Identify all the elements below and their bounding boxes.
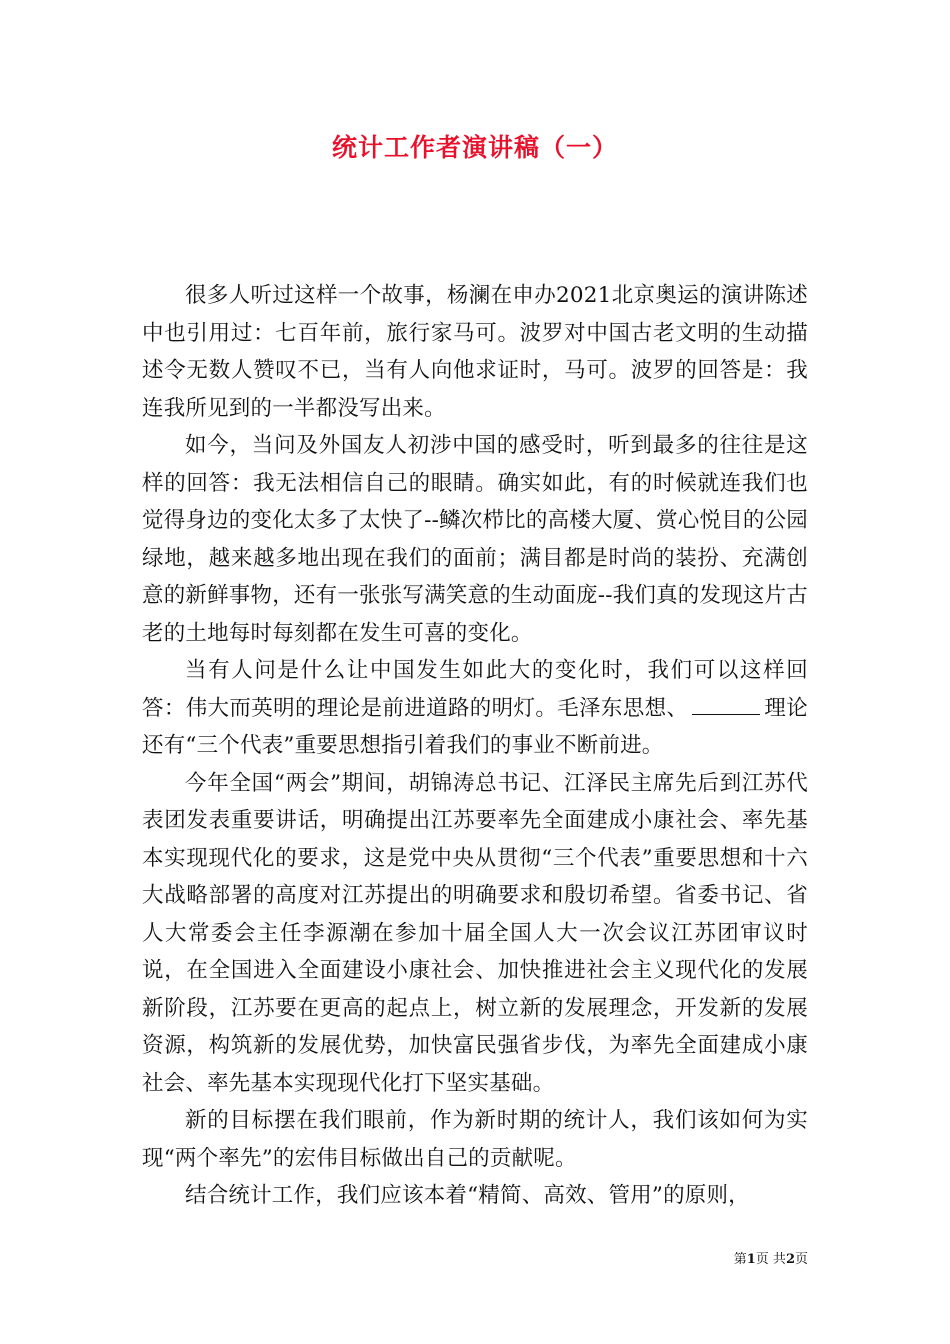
footer-suffix: 页 — [794, 1252, 808, 1267]
paragraph-3-start: 当有人问是什么让中国发生如此大的变化时，我们可以这样回答：伟大而英明的理论是前进道路的明灯。毛泽东思想、 — [142, 658, 808, 721]
footer-middle: 页 共 — [755, 1252, 786, 1267]
paragraph-3 — [142, 652, 808, 765]
document-body — [142, 277, 808, 1215]
paragraph-1: 很多人听过这样一个故事，杨澜在申办2021北京奥运的演讲陈述中也引用过：七百年前，旅行家马可。波罗对中国古老文明的生动描述令无数人赞叹不已，当有人向他求证时，马可。波罗的回答是：我连我所见到的一半都没写出来。 — [142, 283, 808, 421]
paragraph-2: 如今，当问及外国友人初涉中国的感受时，听到最多的往往是这样的回答：我无法相信自己的眼睛。确实如此，有的时候就连我们也觉得身边的变化太多了太快了--鳞次栉比的高楼大厦、赏心悦目的公园绿地，越来越多地出现在我们的面前；满目都是时尚的装扮、充满创意的新鲜事物，还有一张张写满笑意的生动面庞--我们真的发现这片古老的土地每时每刻都在发生可喜的变化。 — [142, 433, 808, 646]
current-page-number: 1 — [746, 1252, 756, 1267]
document-title: 统计工作者演讲稿（一） — [331, 133, 618, 162]
paragraph-3-end: 理论还有“三个代表”重要思想指引着我们的事业不断前进。 — [142, 695, 808, 758]
paragraph-6: 结合统计工作，我们应该本着“精简、高效、管用”的原则， — [185, 1183, 750, 1208]
paragraph-4: 今年全国“两会”期间，胡锦涛总书记、江泽民主席先后到江苏代表团发表重要讲话，明确提出江苏要率先全面建成小康社会、率先基本实现现代化的要求，这是党中央从贯彻“三个代表”重要思想和十六大战略部署的高度对江苏提出的明确要求和殷切希望。省委书记、省人大常委会主任李源潮在参加十届全国人大一次会议江苏团审议时说，在全国进入全面建设小康社会、加快推进社会主义现代化的发展新阶段，江苏要在更高的起点上，树立新的发展理念，开发新的发展资源，构筑新的发展优势，加快富民强省步伐，为率先全面建成小康社会、率先基本实现现代化打下坚实基础。 — [142, 770, 808, 1096]
total-page-number: 2 — [785, 1252, 795, 1267]
fill-in-blank — [692, 694, 760, 715]
footer-prefix: 第 — [733, 1252, 747, 1267]
page-number-footer — [734, 1248, 808, 1267]
paragraph-5: 新的目标摆在我们眼前，作为新时期的统计人，我们该如何为实现“两个率先”的宏伟目标做出自己的贡献呢。 — [142, 1108, 808, 1171]
